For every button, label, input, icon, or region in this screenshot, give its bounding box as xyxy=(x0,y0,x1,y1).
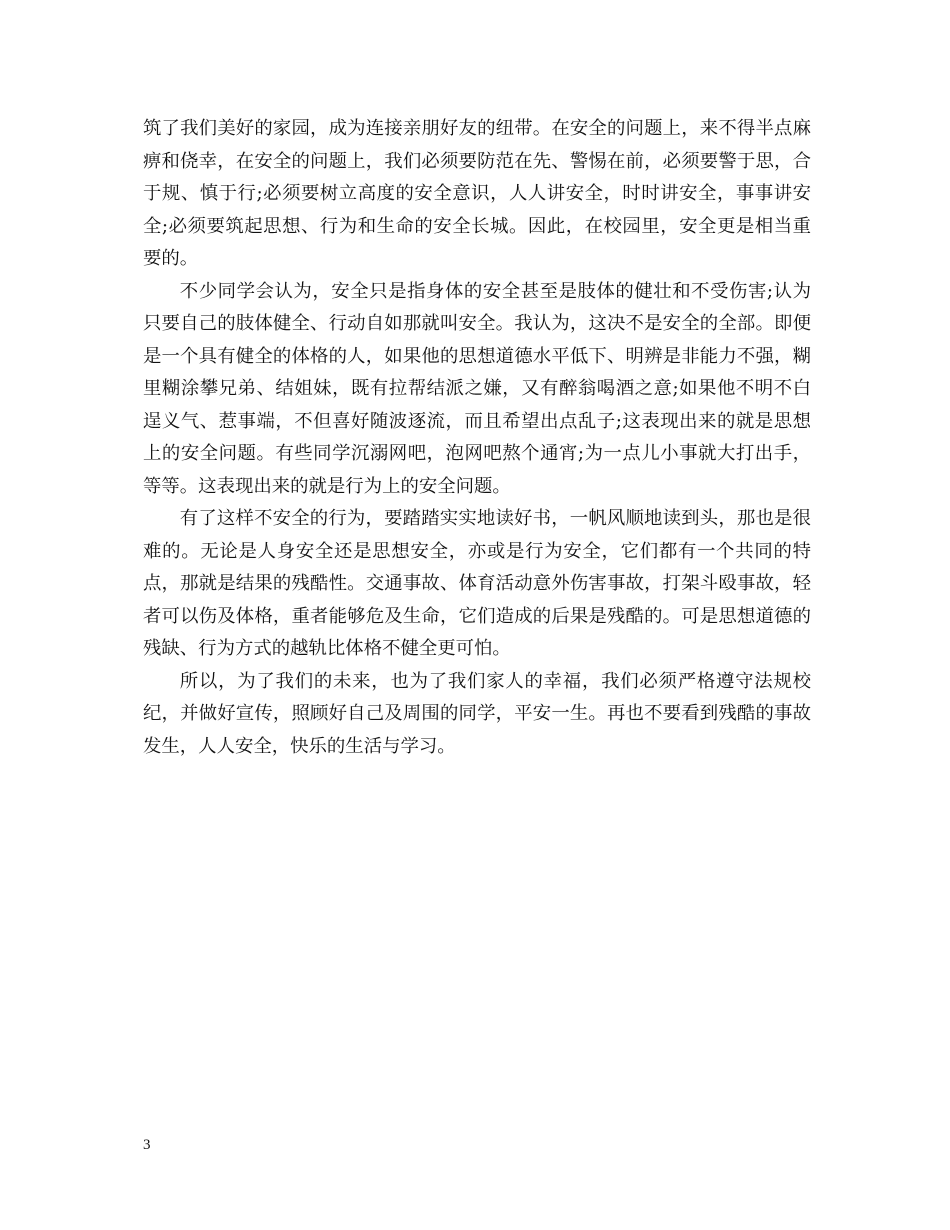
paragraph-3: 有了这样不安全的行为，要踏踏实实地读好书，一帆风顺地读到头，那也是很难的。无论是人身安全还是思想安全，亦或是行为安全，它们都有一个共同的特点，那就是结果的残酷性。交通事故、体育活动意外伤害事故，打架斗殴事故，轻者可以伤及体格，重者能够危及生命，它们造成的后果是残酷的。可是思想道德的残缺、行为方式的越轨比体格不健全更可怕。 xyxy=(143,508,811,659)
document-body xyxy=(143,113,811,763)
page-number: 3 xyxy=(143,1137,151,1153)
paragraph-1: 筑了我们美好的家园，成为连接亲朋好友的纽带。在安全的问题上，来不得半点麻痹和侥幸，在安全的问题上，我们必须要防范在先、警惕在前，必须要警于思，合于规、慎于行;必须要树立高度的安全意识，人人讲安全，时时讲安全，事事讲安全;必须要筑起思想、行为和生命的安全长城。因此，在校园里，安全更是相当重要的。 xyxy=(143,118,811,269)
paragraph-4: 所以，为了我们的未来，也为了我们家人的幸福，我们必须严格遵守法规校纪，并做好宣传，照顾好自己及周围的同学，平安一生。再也不要看到残酷的事故发生，人人安全，快乐的生活与学习。 xyxy=(143,670,811,757)
paragraph-2: 不少同学会认为，安全只是指身体的安全甚至是肢体的健壮和不受伤害;认为只要自己的肢体健全、行动自如那就叫安全。我认为，这决不是安全的全部。即便是一个具有健全的体格的人，如果他的思想道德水平低下、明辨是非能力不强，糊里糊涂攀兄弟、结姐妹，既有拉帮结派之嫌，又有醉翁喝酒之意;如果他不明不白逞义气、惹事端，不但喜好随波逐流，而且希望出点乱子;这表现出来的就是思想上的安全问题。有些同学沉溺网吧，泡网吧熬个通宵;为一点儿小事就大打出手，等等。这表现出来的就是行为上的安全问题。 xyxy=(143,280,811,497)
